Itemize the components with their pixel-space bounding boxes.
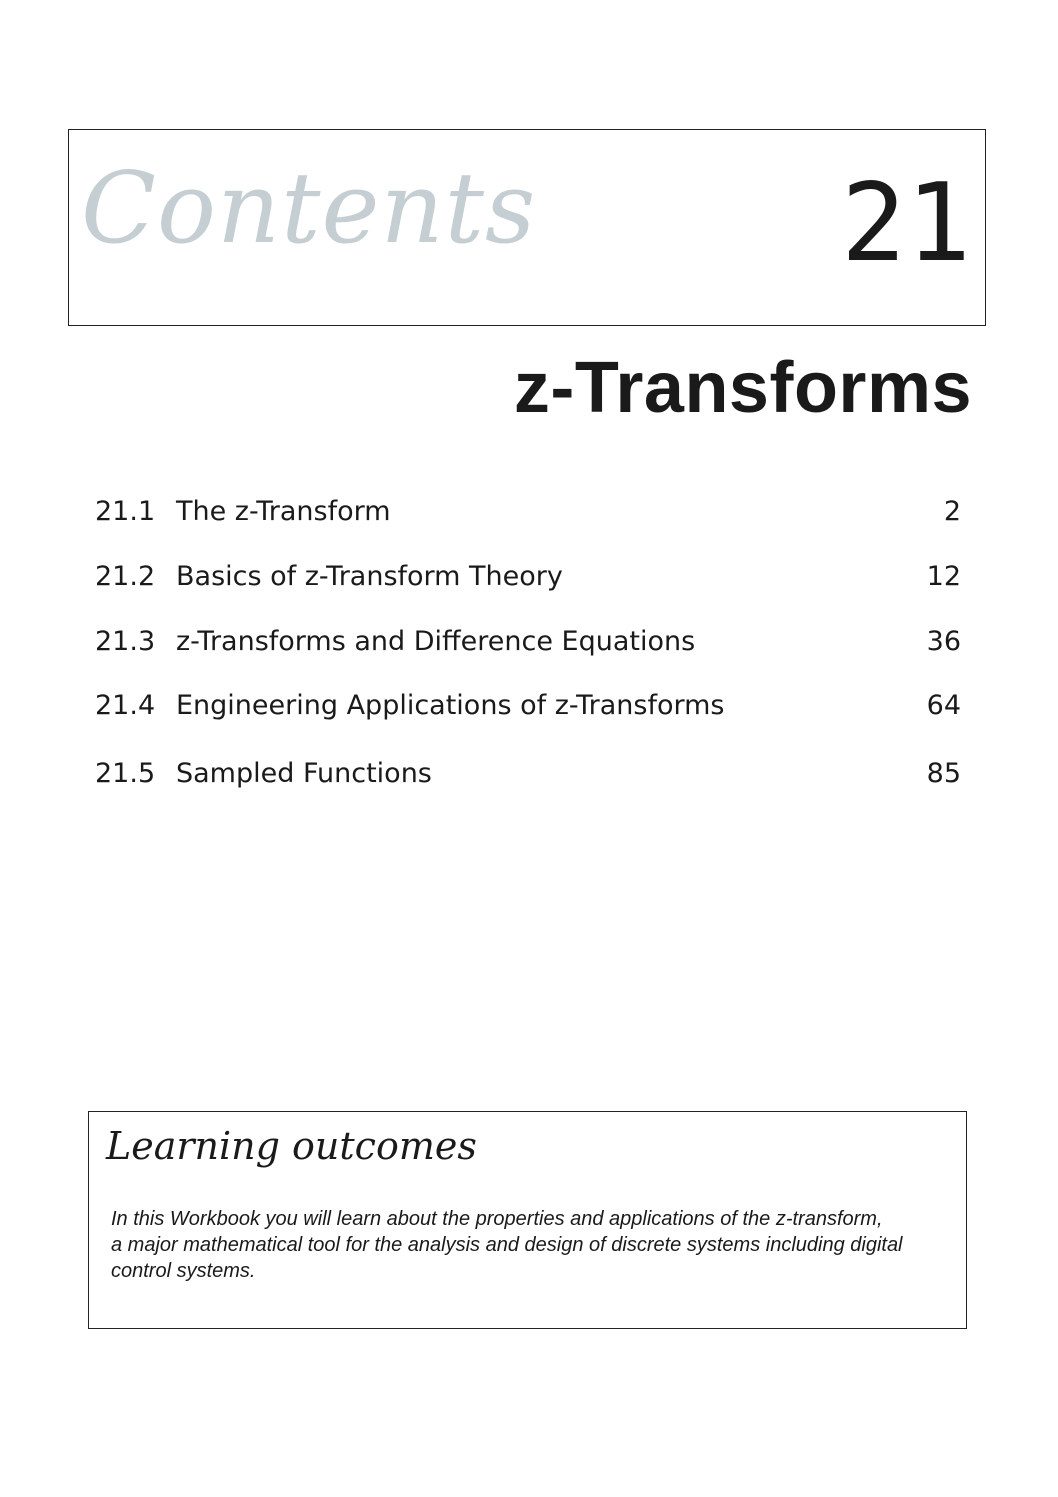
contents-header-box bbox=[68, 129, 986, 326]
toc-entry[interactable] bbox=[95, 624, 961, 660]
toc-entry[interactable] bbox=[95, 559, 961, 595]
learning-outcomes-line: a major mathematical tool for the analysis and design of discrete systems including digital bbox=[111, 1234, 903, 1256]
learning-outcomes-box bbox=[88, 1111, 967, 1329]
toc-entry[interactable] bbox=[95, 756, 961, 792]
chapter-number: 21 bbox=[840, 161, 971, 286]
learning-outcomes-line: control systems. bbox=[111, 1260, 256, 1282]
contents-heading: Contents bbox=[81, 152, 537, 266]
toc-section-title[interactable]: Basics of z-Transform Theory bbox=[176, 561, 563, 592]
workbook-title: z-Transforms bbox=[513, 348, 972, 428]
toc-entry[interactable] bbox=[95, 494, 961, 530]
toc-section-title[interactable]: z-Transforms and Difference Equations bbox=[176, 626, 696, 657]
toc-page-number: 36 bbox=[926, 626, 961, 657]
toc-section-title[interactable]: The z-Transform bbox=[176, 496, 391, 527]
learning-outcomes-text bbox=[111, 1206, 961, 1284]
toc-page-number: 85 bbox=[926, 758, 961, 789]
toc-section-number: 21.4 bbox=[95, 690, 156, 721]
toc-section-number: 21.2 bbox=[95, 561, 156, 592]
learning-outcomes-heading: Learning outcomes bbox=[106, 1124, 477, 1168]
toc-page-number: 2 bbox=[943, 496, 961, 527]
toc-page-number: 12 bbox=[926, 561, 961, 592]
learning-outcomes-line: In this Workbook you will learn about the properties and applications of the z-transform, bbox=[111, 1208, 883, 1230]
toc-page-number: 64 bbox=[926, 690, 961, 721]
toc-section-number: 21.5 bbox=[95, 758, 156, 789]
toc-section-title[interactable]: Sampled Functions bbox=[176, 758, 432, 789]
table-of-contents bbox=[95, 494, 961, 789]
toc-section-title[interactable]: Engineering Applications of z-Transforms bbox=[176, 690, 725, 721]
toc-section-number: 21.1 bbox=[95, 496, 156, 527]
toc-entry[interactable] bbox=[95, 688, 961, 724]
toc-section-number: 21.3 bbox=[95, 626, 156, 657]
